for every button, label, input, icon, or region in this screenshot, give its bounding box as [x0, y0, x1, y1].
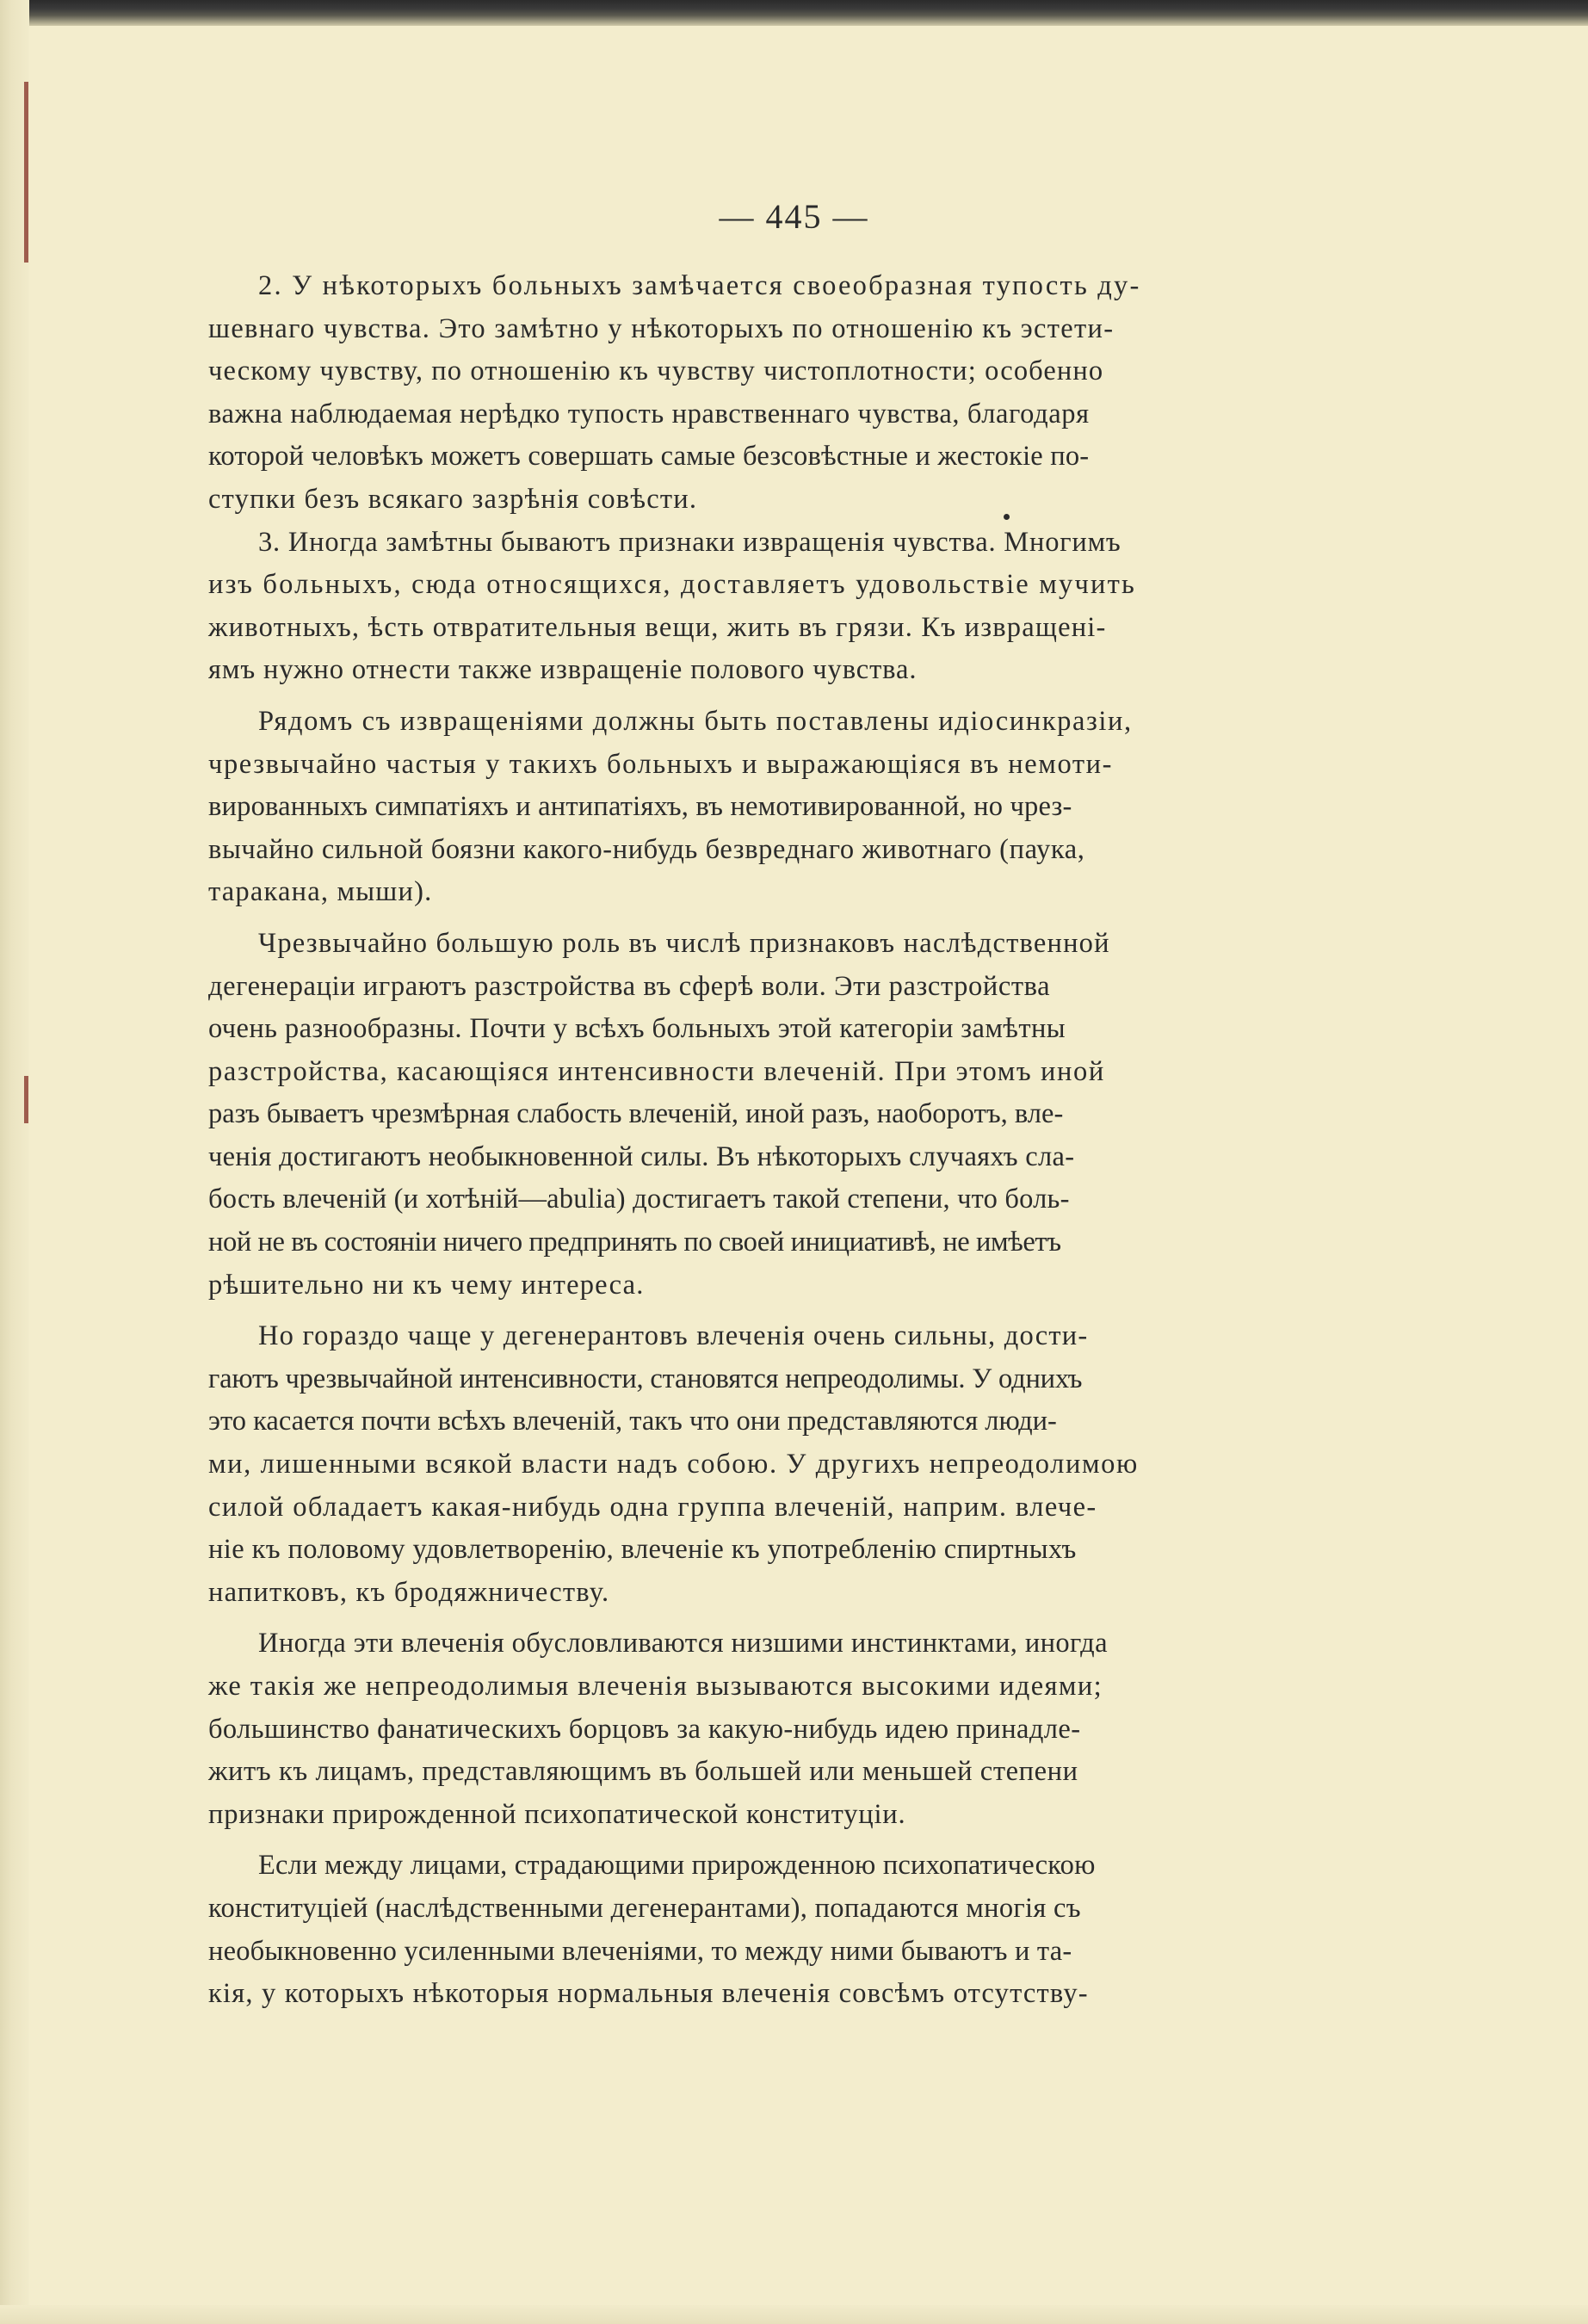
- text-line: шевнаго чувства. Это замѣтно у нѣкоторыхъ по отношенію къ эстети-: [208, 312, 1115, 344]
- text-line: таракана, мыши).: [208, 876, 433, 908]
- text-line: гаютъ чрезвычайной интенсивности, становятся непреодолимы. У однихъ: [208, 1363, 1083, 1394]
- text-line: же такія же непреодолимыя влеченія вызываются высокими идеями;: [208, 1671, 1103, 1702]
- text-line: вычайно сильной боязни какого-нибудь безвреднаго животнаго (паука,: [208, 833, 1085, 865]
- text-line: большинство фанатическихъ борцовъ за какую-нибудь идею принадле-: [208, 1713, 1081, 1745]
- body-text: [208, 265, 1367, 2016]
- text-line: Если между лицами, страдающими прирожденною психопатическою: [258, 1850, 1096, 1882]
- paragraph-gap: [208, 692, 1367, 701]
- text-line: животныхъ, ѣсть отвратительныя вещи, жить въ грязи. Къ извращені-: [208, 611, 1107, 643]
- page-bottom-edge: [0, 2305, 1588, 2324]
- text-line: очень разнообразны. Почти у всѣхъ больныхъ этой категоріи замѣтны: [208, 1013, 1066, 1045]
- text-line: 2. У нѣкоторыхъ больныхъ замѣчается своеобразная тупость ду-: [258, 270, 1141, 301]
- text-line: которой человѣкъ можетъ совершать самые безсовѣстные и жестокіе по-: [208, 441, 1090, 473]
- text-line: ной не въ состояніи ничего предпринять по своей инициативѣ, не имѣетъ: [208, 1227, 1061, 1258]
- text-line: силой обладаетъ какая-нибудь одна группа влеченій, наприм. влече-: [208, 1491, 1097, 1523]
- paragraph-gap: [208, 1614, 1367, 1622]
- text-line: Иногда эти влеченія обусловливаются низшими инстинктами, иногда: [258, 1628, 1108, 1660]
- page-left-edge: [0, 0, 29, 2324]
- text-line: ченія достигаютъ необыкновенной силы. Въ нѣкоторыхъ случаяхъ сла-: [208, 1140, 1075, 1172]
- text-line: важна наблюдаемая нерѣдко тупость нравственнаго чувства, благодаря: [208, 398, 1090, 430]
- text-line: признаки прирожденной психопатической конституціи.: [208, 1798, 906, 1830]
- text-line: рѣшительно ни къ чему интереса.: [208, 1269, 645, 1301]
- text-line: кія, у которыхъ нѣкоторыя нормальныя влеченія совсѣмъ отсутству-: [208, 1978, 1089, 2010]
- text-line: вированныхъ симпатіяхъ и антипатіяхъ, въ немотивированной, но чрез-: [208, 791, 1072, 823]
- text-line: ступки безъ всякаго зазрѣнія совѣсти.: [208, 483, 698, 515]
- text-line: конституціей (наслѣдственными дегенерантами), попадаются многія съ: [208, 1892, 1081, 1924]
- text-line: бость влеченій (и хотѣній—abulia) достигаетъ такой степени, что боль-: [208, 1184, 1070, 1215]
- paragraph-gap: [208, 1836, 1367, 1845]
- page-number: — 445 —: [719, 197, 869, 236]
- ink-dot: [1004, 514, 1010, 520]
- text-line: Рядомъ съ извращеніями должны быть поставлены идіосинкразіи,: [258, 705, 1133, 737]
- paragraph-gap: [208, 1307, 1367, 1315]
- text-line: чрезвычайно частыя у такихъ больныхъ и выражающіяся въ немоти-: [208, 748, 1114, 780]
- text-line: напитковъ, къ бродяжничеству.: [208, 1576, 610, 1608]
- binding-mark: [24, 1076, 28, 1123]
- text-line: житъ къ лицамъ, представляющимъ въ большей или меньшей степени: [208, 1756, 1078, 1788]
- text-line: ямъ нужно отнести также извращеніе полового чувства.: [208, 654, 918, 686]
- text-line: 3. Иногда замѣтны бываютъ признаки извращенія чувства. Многимъ: [258, 526, 1121, 558]
- text-line: разстройства, касающіяся интенсивности влеченій. При этомъ иной: [208, 1055, 1105, 1087]
- text-line: дегенераціи играютъ разстройства въ сферѣ воли. Эти разстройства: [208, 970, 1051, 1002]
- text-line: Но гораздо чаще у дегенерантовъ влеченія очень сильны, дости-: [258, 1320, 1089, 1352]
- text-line: Чрезвычайно большую роль въ числѣ признаковъ наслѣдственной: [258, 927, 1110, 959]
- text-line: ніе къ половому удовлетворенію, влеченіе къ употребленію спиртныхъ: [208, 1534, 1077, 1566]
- page-top-edge: [0, 0, 1588, 26]
- text-line: ческому чувству, по отношенію къ чувству чистоплотности; особенно: [208, 355, 1104, 387]
- text-line: необыкновенно усиленными влеченіями, то между ними бываютъ и та-: [208, 1935, 1072, 1967]
- text-line: ми, лишенными всякой власти надъ собою. У другихъ непреодолимою: [208, 1449, 1139, 1480]
- text-line: изъ больныхъ, сюда относящихся, доставляетъ удовольствіе мучить: [208, 569, 1137, 601]
- paragraph-gap: [208, 914, 1367, 923]
- text-line: это касается почти всѣхъ влеченій, такъ что они представляются люди-: [208, 1406, 1057, 1437]
- text-line: разъ бываетъ чрезмѣрная слабость влеченій, иной разъ, наоборотъ, вле-: [208, 1098, 1064, 1130]
